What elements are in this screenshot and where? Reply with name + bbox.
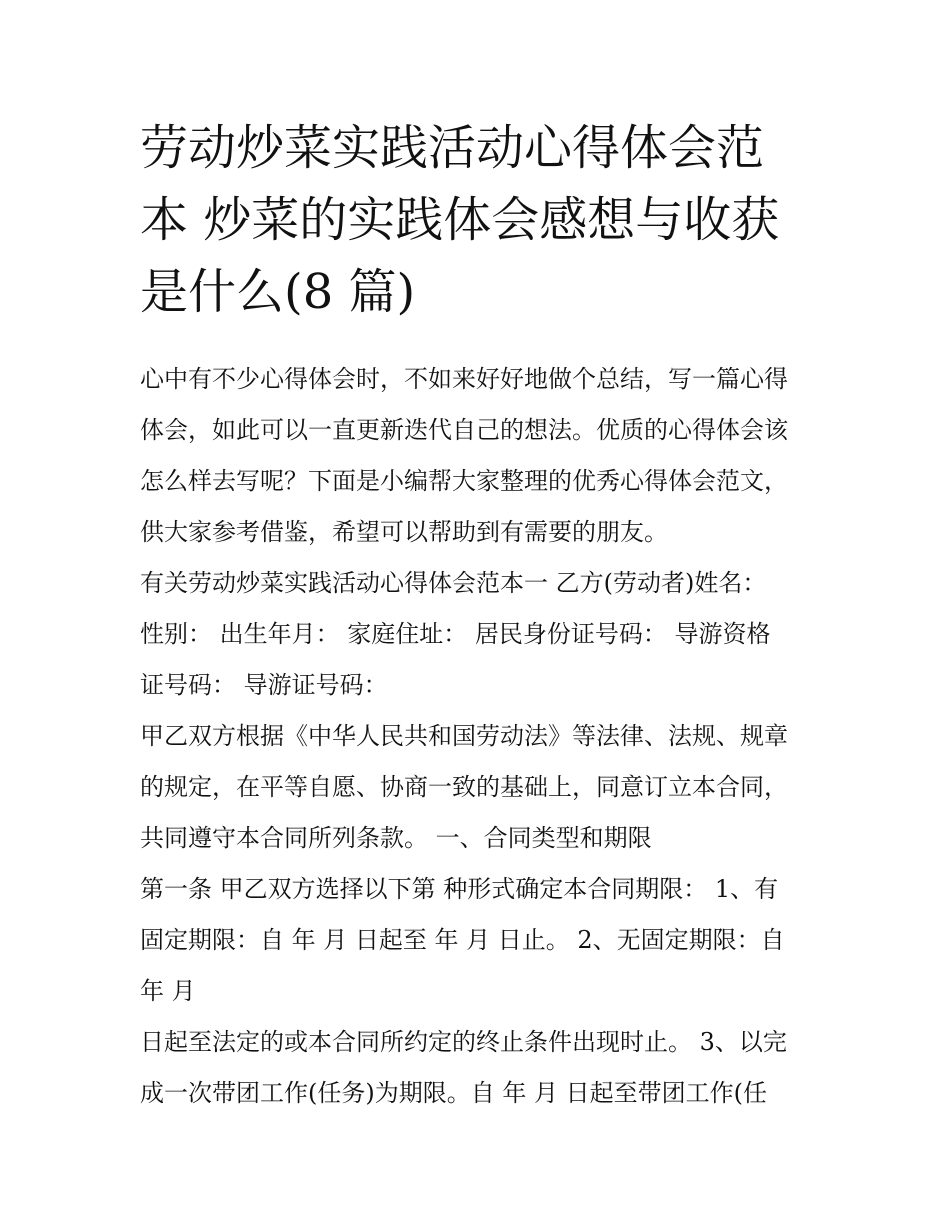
body-line: 的规定，在平等自愿、协商一致的基础上，同意订立本合同， [140, 773, 788, 801]
title-line: 本 炒菜的实践体会感想与收获 [140, 192, 780, 248]
body-line: 成一次带团工作(任务)为期限。自 年 月 日起至带团工作(任 [140, 1079, 767, 1107]
body-line: 性别： 出生年月： 家庭住址： 居民身份证号码： 导游资格 [140, 620, 771, 648]
title-line: 是什么(8 篇) [140, 264, 416, 320]
body-line: 怎么样去写呢？下面是小编帮大家整理的优秀心得体会范文， [140, 467, 788, 495]
body-line: 供大家参考借鉴，希望可以帮助到有需要的朋友。 [140, 518, 668, 546]
body-line: 证号码： 导游证号码： [140, 671, 388, 699]
document-title [140, 112, 820, 328]
body-line: 甲乙双方根据《中华人民共和国劳动法》等法律、法规、规章 [140, 722, 788, 750]
body-line: 有关劳动炒菜实践活动心得体会范本一 乙方(劳动者)姓名： [140, 569, 767, 597]
body-line: 第一条 甲乙双方选择以下第 种形式确定本合同期限： 1、有 [140, 875, 779, 903]
title-line: 劳动炒菜实践活动心得体会范 [140, 120, 765, 176]
body-line: 心中有不少心得体会时，不如来好好地做个总结，写一篇心得 [140, 365, 788, 393]
body-line: 体会，如此可以一直更新迭代自己的想法。优质的心得体会该 [140, 416, 788, 444]
body-line: 共同遵守本合同所列条款。 一、合同类型和期限 [140, 824, 652, 852]
body-line: 年 月 [140, 977, 196, 1005]
body-line: 日起至法定的或本合同所约定的终止条件出现时止。 3、以完 [140, 1028, 787, 1056]
document-body [140, 354, 830, 1119]
body-line: 固定期限：自 年 月 日起至 年 月 日止。 2、无固定期限：自 [140, 926, 785, 954]
